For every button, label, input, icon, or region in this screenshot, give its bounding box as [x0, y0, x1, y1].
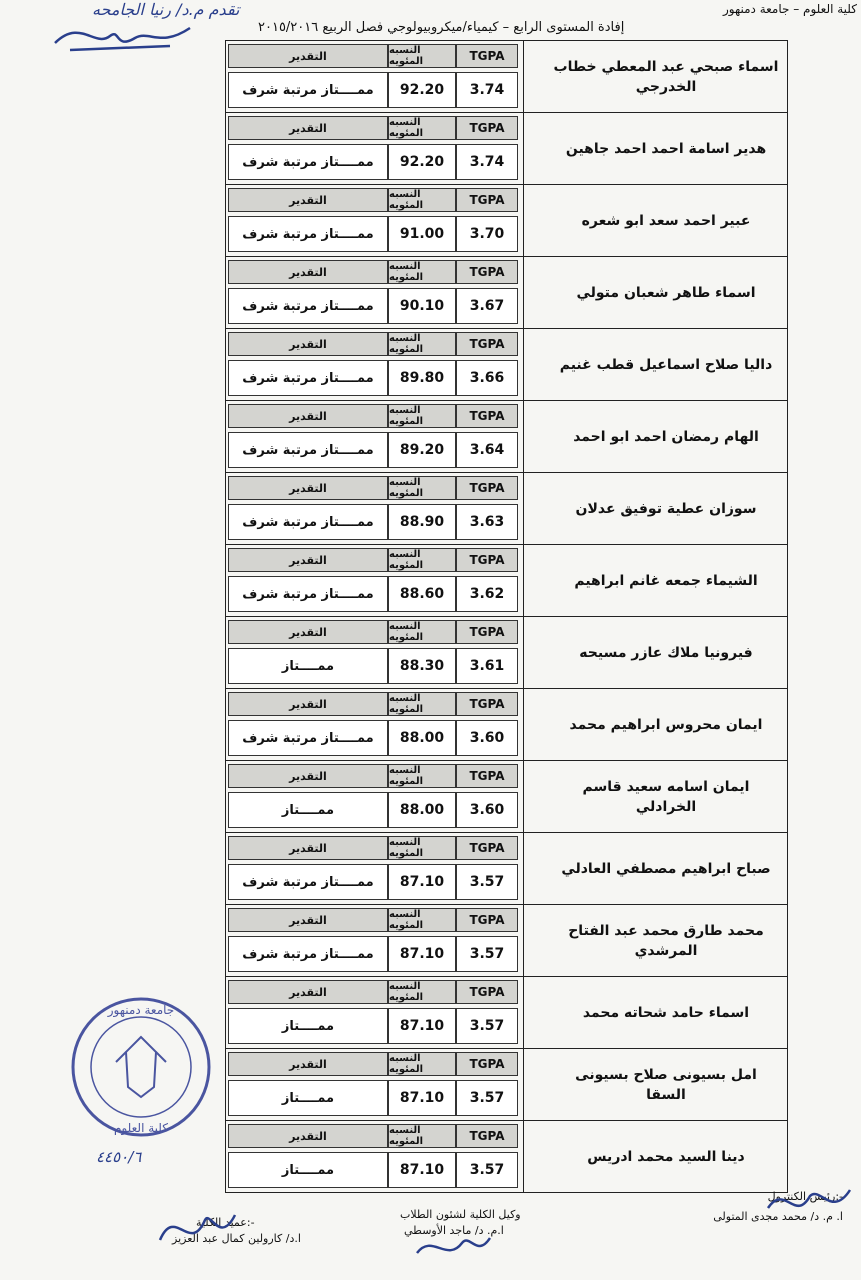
- result-block: [226, 473, 524, 544]
- percent-header: النسبه المئويه: [388, 332, 456, 356]
- result-block: [226, 977, 524, 1048]
- percent-value: 92.20: [388, 144, 456, 180]
- percent-value: 88.90: [388, 504, 456, 540]
- result-block: [226, 329, 524, 400]
- control-head-signature-icon: [760, 1178, 855, 1233]
- table-row: [225, 545, 788, 617]
- gpa-value: 3.57: [456, 1008, 518, 1044]
- student-name: سوزان عطية توفيق عدلان: [575, 500, 757, 517]
- gpa-value: 3.57: [456, 864, 518, 900]
- table-row: [225, 617, 788, 689]
- result-block: [226, 689, 524, 760]
- grade-header: التقدير: [228, 692, 388, 716]
- gpa-header: TGPA: [456, 260, 518, 284]
- stamp-bottom-text: كلية العلوم: [114, 1121, 168, 1135]
- gpa-header: TGPA: [456, 332, 518, 356]
- grade-header: التقدير: [228, 116, 388, 140]
- grade-value: ممــــتاز مرتبة شرف: [228, 936, 388, 972]
- grade-header: التقدير: [228, 188, 388, 212]
- result-block: [226, 113, 524, 184]
- gpa-value: 3.60: [456, 720, 518, 756]
- percent-header: النسبه المئويه: [388, 116, 456, 140]
- handwritten-number: ٤٤٥٠/٦: [96, 1148, 142, 1166]
- grade-value: ممــــتاز مرتبة شرف: [228, 864, 388, 900]
- vice-dean-name: ا.م. د/ ماجد الأوسطي: [404, 1224, 504, 1237]
- result-block: [226, 257, 524, 328]
- gpa-header: TGPA: [456, 908, 518, 932]
- percent-value: 89.20: [388, 432, 456, 468]
- control-head-title: رئيس الكنترول:-: [767, 1190, 843, 1203]
- percent-value: 87.10: [388, 864, 456, 900]
- student-name: محمد طارق محمد عبد الفتاح المرشدي: [568, 922, 764, 959]
- dean-title: عميد الكلية:-: [196, 1216, 255, 1229]
- gpa-header: TGPA: [456, 620, 518, 644]
- table-row: [225, 905, 788, 977]
- table-row: [225, 41, 788, 113]
- table-row: [225, 689, 788, 761]
- percent-value: 88.60: [388, 576, 456, 612]
- percent-header: النسبه المئويه: [388, 908, 456, 932]
- percent-value: 88.00: [388, 792, 456, 828]
- result-block: [226, 905, 524, 976]
- grade-value: ممــــتاز مرتبة شرف: [228, 504, 388, 540]
- percent-value: 87.10: [388, 1080, 456, 1116]
- grade-value: ممــــتاز مرتبة شرف: [228, 720, 388, 756]
- grade-header: التقدير: [228, 620, 388, 644]
- percent-value: 88.00: [388, 720, 456, 756]
- percent-value: 87.10: [388, 936, 456, 972]
- student-name: ايمان محروس ابراهيم محمد: [569, 716, 763, 733]
- faculty-stamp-icon: [66, 992, 216, 1142]
- result-block: [226, 401, 524, 472]
- percent-value: 87.10: [388, 1008, 456, 1044]
- grade-value: ممــــتاز مرتبة شرف: [228, 360, 388, 396]
- gpa-header: TGPA: [456, 548, 518, 572]
- gpa-header: TGPA: [456, 1124, 518, 1148]
- grade-header: التقدير: [228, 476, 388, 500]
- grade-value: ممــــتاز مرتبة شرف: [228, 216, 388, 252]
- gpa-value: 3.57: [456, 1080, 518, 1116]
- grade-value: ممــــتاز مرتبة شرف: [228, 432, 388, 468]
- control-head-name: ا. م. د/ محمد مجدى المتولى: [713, 1210, 843, 1223]
- gpa-header: TGPA: [456, 1052, 518, 1076]
- vice-dean-signature-icon: [412, 1218, 492, 1268]
- gpa-value: 3.70: [456, 216, 518, 252]
- percent-header: النسبه المئويه: [388, 764, 456, 788]
- table-row: [225, 113, 788, 185]
- gpa-header: TGPA: [456, 692, 518, 716]
- table-row: [225, 185, 788, 257]
- gpa-header: TGPA: [456, 116, 518, 140]
- student-name: امل بسيونى صلاح بسيونى السقا: [575, 1066, 757, 1103]
- student-name: دينا السيد محمد ادريس: [587, 1148, 745, 1165]
- percent-header: النسبه المئويه: [388, 476, 456, 500]
- result-block: [226, 1049, 524, 1120]
- grade-value: ممــــتاز: [228, 1080, 388, 1116]
- student-name: داليا صلاح اسماعيل قطب غنيم: [559, 356, 773, 373]
- student-name: الشيماء جمعه غانم ابراهيم: [574, 572, 758, 589]
- student-name: اسماء حامد شحاته محمد: [582, 1004, 750, 1021]
- grade-header: التقدير: [228, 332, 388, 356]
- grade-value: ممــــتاز: [228, 1152, 388, 1188]
- percent-header: النسبه المئويه: [388, 188, 456, 212]
- gpa-header: TGPA: [456, 188, 518, 212]
- result-block: [226, 185, 524, 256]
- percent-value: 88.30: [388, 648, 456, 684]
- table-row: [225, 401, 788, 473]
- dean-signature-icon: [150, 1200, 240, 1260]
- grade-header: التقدير: [228, 548, 388, 572]
- result-block: [226, 761, 524, 832]
- student-name: عبير احمد سعد ابو شعره: [581, 212, 751, 229]
- grade-header: التقدير: [228, 980, 388, 1004]
- student-name: صباح ابراهيم مصطفي العادلي: [561, 860, 771, 877]
- percent-value: 89.80: [388, 360, 456, 396]
- grade-header: التقدير: [228, 908, 388, 932]
- gpa-value: 3.74: [456, 72, 518, 108]
- gpa-header: TGPA: [456, 404, 518, 428]
- percent-header: النسبه المئويه: [388, 260, 456, 284]
- grade-value: ممــــتاز: [228, 792, 388, 828]
- gpa-value: 3.62: [456, 576, 518, 612]
- student-name: الهام رمضان احمد ابو احمد: [573, 428, 759, 445]
- grade-header: التقدير: [228, 1124, 388, 1148]
- grade-header: التقدير: [228, 44, 388, 68]
- gpa-header: TGPA: [456, 44, 518, 68]
- gpa-value: 3.66: [456, 360, 518, 396]
- gpa-value: 3.63: [456, 504, 518, 540]
- stamp-top-text: جامعة دمنهور: [107, 1003, 175, 1017]
- gpa-value: 3.60: [456, 792, 518, 828]
- percent-header: النسبه المئويه: [388, 692, 456, 716]
- result-block: [226, 833, 524, 904]
- dean-name: ا.د/ كارولين كمال عبد العزيز: [172, 1232, 301, 1245]
- gpa-value: 3.74: [456, 144, 518, 180]
- result-block: [226, 617, 524, 688]
- gpa-value: 3.67: [456, 288, 518, 324]
- result-block: [226, 545, 524, 616]
- grade-value: ممــــتاز: [228, 648, 388, 684]
- student-name: ايمان اسامه سعيد قاسم الخرادلي: [582, 778, 750, 815]
- student-name: اسماء طاهر شعبان متولي: [576, 284, 756, 301]
- table-row: [225, 833, 788, 905]
- student-name: فيرونيا ملاك عازر مسيحه: [579, 644, 753, 661]
- gpa-value: 3.64: [456, 432, 518, 468]
- percent-value: 91.00: [388, 216, 456, 252]
- gpa-value: 3.57: [456, 936, 518, 972]
- gpa-header: TGPA: [456, 476, 518, 500]
- gpa-header: TGPA: [456, 980, 518, 1004]
- grade-value: ممــــتاز مرتبة شرف: [228, 72, 388, 108]
- faculty-label: كلية العلوم – جامعة دمنهور: [722, 2, 857, 16]
- gpa-header: TGPA: [456, 836, 518, 860]
- result-block: [226, 41, 524, 112]
- percent-value: 90.10: [388, 288, 456, 324]
- grade-header: التقدير: [228, 1052, 388, 1076]
- percent-header: النسبه المئويه: [388, 1052, 456, 1076]
- grade-header: التقدير: [228, 836, 388, 860]
- grade-value: ممــــتاز: [228, 1008, 388, 1044]
- percent-header: النسبه المئويه: [388, 44, 456, 68]
- percent-value: 92.20: [388, 72, 456, 108]
- percent-header: النسبه المئويه: [388, 836, 456, 860]
- grade-header: التقدير: [228, 404, 388, 428]
- grade-value: ممــــتاز مرتبة شرف: [228, 576, 388, 612]
- grade-value: ممــــتاز مرتبة شرف: [228, 144, 388, 180]
- table-row: [225, 977, 788, 1049]
- percent-header: النسبه المئويه: [388, 980, 456, 1004]
- percent-value: 87.10: [388, 1152, 456, 1188]
- grade-value: ممــــتاز مرتبة شرف: [228, 288, 388, 324]
- percent-header: النسبه المئويه: [388, 548, 456, 572]
- handwritten-note: تقدم م.د/ رنيا الجامحه: [92, 0, 240, 19]
- student-name: هدير اسامة احمد احمد جاهين: [565, 140, 767, 157]
- student-name: اسماء صبحي عبد المعطي خطاب الخدرجي: [553, 58, 779, 95]
- signature-icon: [50, 8, 200, 58]
- gpa-value: 3.61: [456, 648, 518, 684]
- table-row: [225, 329, 788, 401]
- table-row: [225, 257, 788, 329]
- gpa-value: 3.57: [456, 1152, 518, 1188]
- vice-dean-title: وكيل الكلية لشئون الطلاب: [400, 1208, 521, 1221]
- table-row: [225, 1049, 788, 1121]
- percent-header: النسبه المئويه: [388, 620, 456, 644]
- grade-header: التقدير: [228, 764, 388, 788]
- table-row: [225, 473, 788, 545]
- document-title: إفادة المستوى الرابع – كيمياء/ميكروبيولوجي فصل الربيع ٢٠١٥/٢٠١٦: [258, 20, 625, 35]
- percent-header: النسبه المئويه: [388, 1124, 456, 1148]
- grade-header: التقدير: [228, 260, 388, 284]
- grades-table: [225, 40, 788, 1193]
- percent-header: النسبه المئويه: [388, 404, 456, 428]
- gpa-header: TGPA: [456, 764, 518, 788]
- table-row: [225, 761, 788, 833]
